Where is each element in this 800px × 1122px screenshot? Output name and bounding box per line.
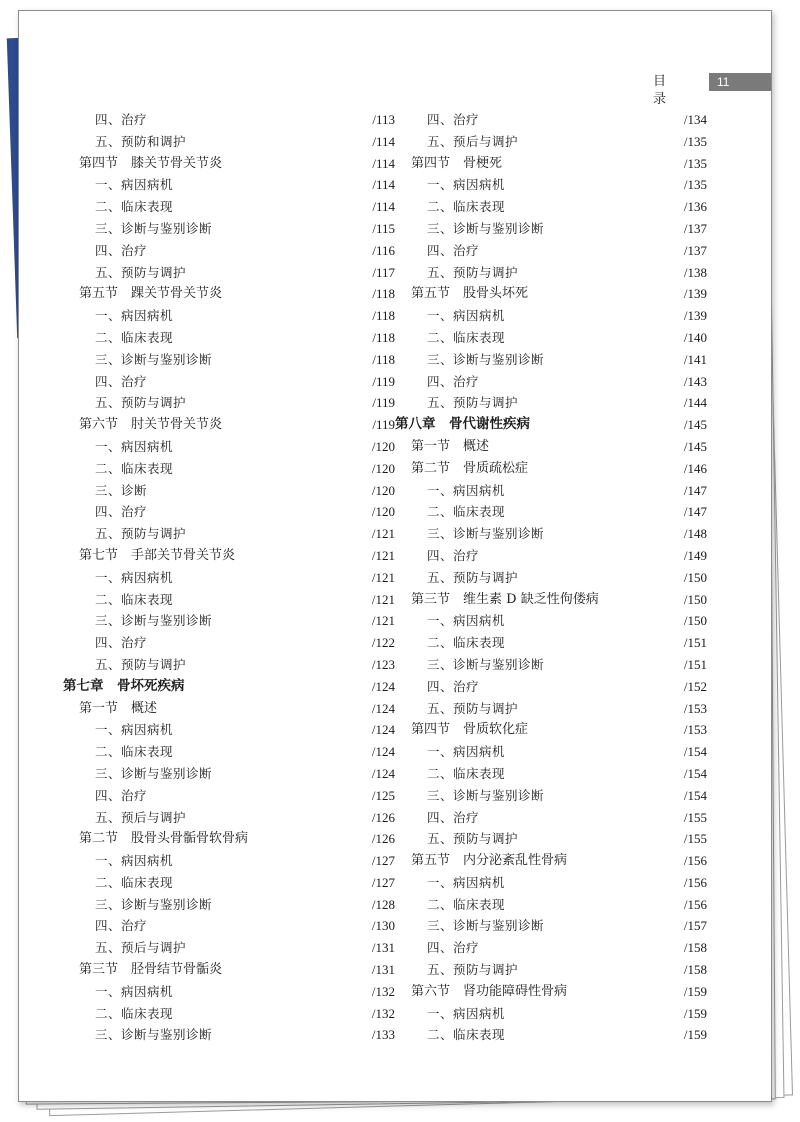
toc-entry-page: /147 [683, 482, 707, 498]
toc-item-entry [63, 174, 395, 196]
toc-entry-page: /114 [372, 133, 395, 149]
toc-entry-title: 第二节 股骨头骨骺骨软骨病 [79, 831, 249, 847]
toc-section-entry [395, 981, 707, 1003]
toc-section-entry [395, 719, 707, 741]
toc-entry-title: 三、诊断与鉴别诊断 [427, 656, 545, 672]
toc-item-entry [63, 480, 395, 502]
toc-entry-page: /120 [371, 460, 395, 476]
toc-item-entry [395, 654, 707, 676]
toc-item-entry [395, 698, 707, 720]
toc-entry-page: /128 [371, 896, 395, 912]
toc-item-entry [63, 785, 395, 807]
toc-entry-page: /158 [683, 940, 707, 956]
toc-entry-page: /131 [371, 940, 395, 956]
toc-item-entry [395, 392, 707, 414]
toc-item-entry [63, 240, 395, 262]
toc-entry-page: /154 [683, 744, 707, 760]
toc-entry-page: /154 [683, 765, 707, 781]
toc-entry-page: /130 [371, 918, 395, 934]
toc-item-entry [63, 937, 395, 959]
toc-item-entry [63, 131, 395, 153]
toc-entry-title: 三、诊断与鉴别诊断 [95, 351, 213, 367]
toc-entry-title: 三、诊断与鉴别诊断 [95, 220, 213, 236]
toc-entry-title: 二、临床表现 [95, 591, 174, 607]
toc-item-entry [395, 567, 707, 589]
toc-item-entry [395, 959, 707, 981]
toc-entry-title: 五、预防与调护 [427, 395, 519, 411]
toc-entry-title: 二、临床表现 [95, 874, 174, 890]
toc-entry-page: /150 [683, 569, 707, 585]
toc-item-entry [63, 763, 395, 785]
toc-entry-page: /141 [683, 351, 707, 367]
toc-item-entry [63, 327, 395, 349]
toc-entry-page: /138 [683, 264, 707, 280]
toc-entry-page: /121 [371, 613, 395, 629]
toc-entry-title: 一、病因病机 [427, 177, 506, 193]
toc-item-entry [395, 763, 707, 785]
toc-item-entry [395, 1003, 707, 1025]
toc-entry-title: 四、治疗 [427, 242, 480, 258]
toc-entry-title: 四、治疗 [427, 112, 480, 127]
toc-item-entry [63, 589, 395, 611]
toc-section-entry [63, 698, 395, 720]
toc-section-entry [63, 414, 395, 436]
toc-entry-page: /149 [683, 547, 707, 563]
toc-item-entry [395, 109, 707, 131]
toc-section-entry [395, 153, 707, 175]
toc-entry-title: 三、诊断与鉴别诊断 [95, 1027, 213, 1043]
toc-entry-title: 四、治疗 [427, 940, 480, 956]
toc-entry-page: /156 [683, 853, 707, 869]
toc-entry-page: /121 [371, 547, 395, 563]
toc-entry-page: /132 [371, 1005, 395, 1021]
toc-entry-page: /124 [371, 722, 395, 738]
toc-entry-page: /153 [683, 722, 707, 738]
toc-entry-page: /139 [683, 308, 707, 324]
toc-entry-page: /137 [683, 220, 707, 236]
toc-item-entry [395, 828, 707, 850]
toc-entry-title: 四、治疗 [95, 112, 148, 127]
toc-section-entry [395, 589, 707, 611]
toc-item-entry [63, 523, 395, 545]
toc-entry-page: /119 [372, 417, 395, 433]
toc-item-entry [63, 305, 395, 327]
toc-entry-title: 二、临床表现 [95, 744, 174, 760]
toc-entry-page: /124 [371, 765, 395, 781]
toc-item-entry [63, 1024, 395, 1046]
toc-entry-title: 第二节 骨质疏松症 [411, 460, 529, 476]
toc-item-entry [395, 501, 707, 523]
toc-entry-title: 第七节 手部关节骨关节炎 [79, 547, 236, 563]
toc-entry-title: 五、预防与调护 [95, 264, 187, 280]
toc-entry-page: /150 [683, 591, 707, 607]
toc-item-entry [63, 349, 395, 371]
toc-item-entry [395, 894, 707, 916]
toc-entry-title: 一、病因病机 [95, 177, 174, 193]
toc-entry-title: 五、预防与调护 [95, 526, 187, 542]
toc-entry-title: 四、治疗 [95, 787, 148, 803]
toc-entry-title: 二、临床表现 [427, 329, 506, 345]
toc-entry-title: 三、诊断 [95, 482, 148, 498]
toc-entry-page: /140 [683, 329, 707, 345]
toc-entry-page: /119 [372, 373, 395, 389]
toc-entry-page: /118 [372, 308, 395, 324]
toc-entry-title: 四、治疗 [95, 373, 148, 389]
toc-entry-title: 四、治疗 [427, 373, 480, 389]
toc-item-entry [63, 458, 395, 480]
toc-item-entry [63, 981, 395, 1003]
toc-entry-title: 第四节 骨梗死 [411, 155, 503, 171]
toc-item-entry [63, 196, 395, 218]
toc-section-entry [63, 959, 395, 981]
toc-item-entry [395, 305, 707, 327]
toc-item-entry [63, 436, 395, 458]
toc-entry-title: 四、治疗 [427, 809, 480, 825]
header-title: 目 录 [653, 74, 675, 107]
toc-entry-page: /121 [371, 526, 395, 542]
toc-entry-title: 二、临床表现 [427, 504, 506, 520]
toc-entry-title: 一、病因病机 [95, 308, 174, 324]
toc-entry-title: 一、病因病机 [427, 308, 506, 324]
toc-entry-page: /122 [371, 635, 395, 651]
toc-entry-title: 二、临床表现 [427, 199, 506, 215]
toc-entry-title: 四、治疗 [95, 918, 148, 934]
toc-entry-title: 一、病因病机 [95, 853, 174, 869]
toc-entry-page: /145 [683, 438, 707, 454]
toc-item-entry [395, 327, 707, 349]
toc-item-entry [395, 785, 707, 807]
toc-item-entry [395, 937, 707, 959]
toc-section-entry [63, 545, 395, 567]
toc-entry-title: 二、临床表现 [427, 635, 506, 651]
toc-item-entry [395, 218, 707, 240]
toc-entry-page: /118 [372, 329, 395, 345]
toc-item-entry [395, 632, 707, 654]
toc-item-entry [63, 807, 395, 829]
toc-item-entry [63, 218, 395, 240]
toc-section-entry [63, 283, 395, 305]
toc-item-entry [395, 915, 707, 937]
toc-entry-page: /156 [683, 896, 707, 912]
toc-entry-page: /159 [683, 1027, 707, 1043]
toc-entry-page: /113 [372, 112, 395, 127]
toc-entry-title: 第三节 维生素 D 缺乏性佝偻病 [411, 591, 599, 607]
toc-entry-title: 五、预后与调护 [427, 133, 519, 149]
toc-entry-title: 二、临床表现 [95, 1005, 174, 1021]
running-header [19, 73, 771, 107]
toc-item-entry [63, 850, 395, 872]
toc-entry-title: 二、临床表现 [427, 765, 506, 781]
toc-item-entry [63, 915, 395, 937]
toc-section-entry [395, 436, 707, 458]
toc-entry-title: 第八章 骨代谢性疾病 [395, 416, 530, 433]
toc-entry-title: 五、预防与调护 [427, 962, 519, 978]
toc-entry-title: 三、诊断与鉴别诊断 [427, 526, 545, 542]
toc-entry-page: /127 [371, 874, 395, 890]
toc-entry-title: 一、病因病机 [427, 613, 506, 629]
toc-entry-page: /154 [683, 787, 707, 803]
toc-entry-page: /121 [371, 591, 395, 607]
toc-entry-page: /116 [372, 242, 395, 258]
toc-entry-title: 五、预防与调护 [427, 831, 519, 847]
toc-entry-title: 五、预防和调护 [95, 133, 187, 149]
toc-section-entry [395, 458, 707, 480]
toc-entry-page: /124 [371, 700, 395, 716]
toc-entry-title: 四、治疗 [427, 547, 480, 563]
toc-entry-title: 一、病因病机 [95, 722, 174, 738]
toc-item-entry [395, 523, 707, 545]
toc-entry-title: 三、诊断与鉴别诊断 [427, 918, 545, 934]
toc-item-entry [63, 392, 395, 414]
toc-entry-page: /120 [371, 438, 395, 454]
toc-item-entry [395, 240, 707, 262]
toc-entry-page: /114 [372, 177, 395, 193]
toc-entry-page: /114 [372, 155, 395, 171]
toc-item-entry [63, 654, 395, 676]
toc-entry-title: 第六节 肾功能障碍性骨病 [411, 983, 568, 999]
toc-entry-title: 二、临床表现 [427, 896, 506, 912]
toc-section-entry [395, 283, 707, 305]
toc-item-entry [395, 741, 707, 763]
toc-entry-title: 一、病因病机 [427, 482, 506, 498]
toc-page [18, 10, 772, 1102]
toc-entry-page: /151 [683, 656, 707, 672]
toc-entry-page: /158 [683, 962, 707, 978]
toc-entry-title: 第四节 膝关节骨关节炎 [79, 155, 223, 171]
toc-item-entry [63, 610, 395, 632]
toc-item-entry [63, 371, 395, 393]
toc-item-entry [395, 807, 707, 829]
toc-entry-page: /146 [683, 460, 707, 476]
toc-entry-page: /125 [371, 787, 395, 803]
toc-item-entry [63, 741, 395, 763]
toc-entry-title: 三、诊断与鉴别诊断 [95, 613, 213, 629]
toc-entry-page: /139 [683, 286, 707, 302]
toc-item-entry [395, 545, 707, 567]
toc-entry-page: /121 [371, 569, 395, 585]
toc-entry-page: /152 [683, 678, 707, 694]
toc-entry-page: /134 [683, 112, 707, 127]
toc-entry-page: /136 [683, 199, 707, 215]
toc-entry-title: 第一节 概述 [411, 438, 490, 454]
toc-entry-title: 五、预后与调护 [95, 809, 187, 825]
toc-entry-page: /156 [683, 874, 707, 890]
toc-item-entry [395, 262, 707, 284]
toc-entry-title: 三、诊断与鉴别诊断 [427, 351, 545, 367]
toc-entry-page: /148 [683, 526, 707, 542]
toc-entry-page: /123 [371, 656, 395, 672]
toc-entry-title: 第六节 肘关节骨关节炎 [79, 417, 223, 433]
toc-entry-title: 五、预后与调护 [95, 940, 187, 956]
toc-item-entry [63, 567, 395, 589]
toc-entry-page: /155 [683, 831, 707, 847]
toc-entry-title: 一、病因病机 [427, 744, 506, 760]
toc-entry-page: /135 [683, 177, 707, 193]
toc-entry-title: 第五节 股骨头坏死 [411, 286, 529, 302]
toc-entry-title: 二、临床表现 [95, 199, 174, 215]
toc-item-entry [63, 1003, 395, 1025]
toc-entry-page: /126 [371, 809, 395, 825]
toc-entry-title: 三、诊断与鉴别诊断 [95, 765, 213, 781]
toc-entry-title: 第七章 骨坏死疾病 [63, 677, 185, 694]
toc-right-column [395, 109, 707, 1046]
toc-entry-page: /114 [372, 199, 395, 215]
toc-entry-page: /120 [371, 504, 395, 520]
toc-entry-title: 一、病因病机 [95, 983, 174, 999]
toc-entry-page: /119 [372, 395, 395, 411]
toc-item-entry [395, 872, 707, 894]
toc-entry-page: /135 [683, 155, 707, 171]
toc-entry-title: 二、临床表现 [427, 1027, 506, 1043]
toc-entry-title: 五、预防与调护 [95, 656, 187, 672]
toc-section-entry [63, 153, 395, 175]
toc-item-entry [63, 501, 395, 523]
toc-item-entry [63, 719, 395, 741]
toc-entry-page: /157 [683, 918, 707, 934]
toc-entry-page: /131 [371, 962, 395, 978]
toc-entry-title: 四、治疗 [95, 504, 148, 520]
toc-entry-page: /153 [683, 700, 707, 716]
toc-section-entry [395, 850, 707, 872]
toc-entry-title: 五、预防与调护 [427, 264, 519, 280]
toc-entry-page: /124 [371, 744, 395, 760]
toc-entry-title: 一、病因病机 [427, 874, 506, 890]
toc-item-entry [395, 349, 707, 371]
toc-item-entry [63, 632, 395, 654]
toc-entry-page: /120 [371, 482, 395, 498]
toc-entry-page: /133 [371, 1027, 395, 1043]
toc-entry-title: 一、病因病机 [427, 1005, 506, 1021]
toc-item-entry [395, 131, 707, 153]
toc-entry-title: 第五节 踝关节骨关节炎 [79, 286, 223, 302]
toc-entry-page: /137 [683, 242, 707, 258]
toc-left-column [63, 109, 395, 1046]
toc-entry-title: 第四节 骨质软化症 [411, 722, 529, 738]
toc-entry-page: /145 [683, 417, 707, 433]
toc-item-entry [395, 610, 707, 632]
toc-chapter-entry [63, 676, 395, 698]
toc-entry-page: /127 [371, 853, 395, 869]
toc-entry-page: /117 [372, 264, 395, 280]
toc-entry-page: /135 [683, 133, 707, 149]
toc-entry-title: 第三节 胫骨结节骨骺炎 [79, 962, 223, 978]
page-number-tab: 11 [709, 73, 771, 91]
toc-item-entry [63, 872, 395, 894]
toc-item-entry [395, 480, 707, 502]
toc-entry-page: /147 [683, 504, 707, 520]
toc-entry-page: /155 [683, 809, 707, 825]
toc-entry-page: /132 [371, 983, 395, 999]
toc-entry-title: 一、病因病机 [95, 438, 174, 454]
toc-entry-title: 五、预防与调护 [95, 395, 187, 411]
toc-item-entry [395, 371, 707, 393]
toc-entry-page: /124 [371, 678, 395, 694]
toc-item-entry [63, 262, 395, 284]
toc-entry-page: /159 [683, 1005, 707, 1021]
toc-entry-page: /126 [371, 831, 395, 847]
toc-entry-title: 三、诊断与鉴别诊断 [427, 787, 545, 803]
toc-entry-page: /118 [372, 351, 395, 367]
toc-entry-page: /151 [683, 635, 707, 651]
toc-entry-page: /143 [683, 373, 707, 389]
toc-item-entry [395, 1024, 707, 1046]
toc-item-entry [63, 894, 395, 916]
toc-entry-title: 三、诊断与鉴别诊断 [95, 896, 213, 912]
toc-entry-page: /150 [683, 613, 707, 629]
toc-entry-title: 一、病因病机 [95, 569, 174, 585]
toc-entry-title: 第一节 概述 [79, 700, 158, 716]
toc-entry-title: 二、临床表现 [95, 460, 174, 476]
toc-entry-title: 五、预防与调护 [427, 569, 519, 585]
toc-item-entry [395, 196, 707, 218]
toc-entry-page: /115 [372, 220, 395, 236]
toc-item-entry [395, 174, 707, 196]
toc-chapter-entry [395, 414, 707, 436]
toc-entry-title: 三、诊断与鉴别诊断 [427, 220, 545, 236]
toc-item-entry [395, 676, 707, 698]
toc-item-entry [63, 109, 395, 131]
toc-entry-title: 五、预防与调护 [427, 700, 519, 716]
toc-entry-title: 四、治疗 [95, 635, 148, 651]
toc-entry-page: /159 [683, 983, 707, 999]
toc-entry-title: 四、治疗 [427, 678, 480, 694]
toc-entry-page: /144 [683, 395, 707, 411]
toc-entry-title: 第五节 内分泌紊乱性骨病 [411, 853, 568, 869]
toc-section-entry [63, 828, 395, 850]
toc-entry-page: /118 [372, 286, 395, 302]
toc-entry-title: 二、临床表现 [95, 329, 174, 345]
toc-entry-title: 四、治疗 [95, 242, 148, 258]
